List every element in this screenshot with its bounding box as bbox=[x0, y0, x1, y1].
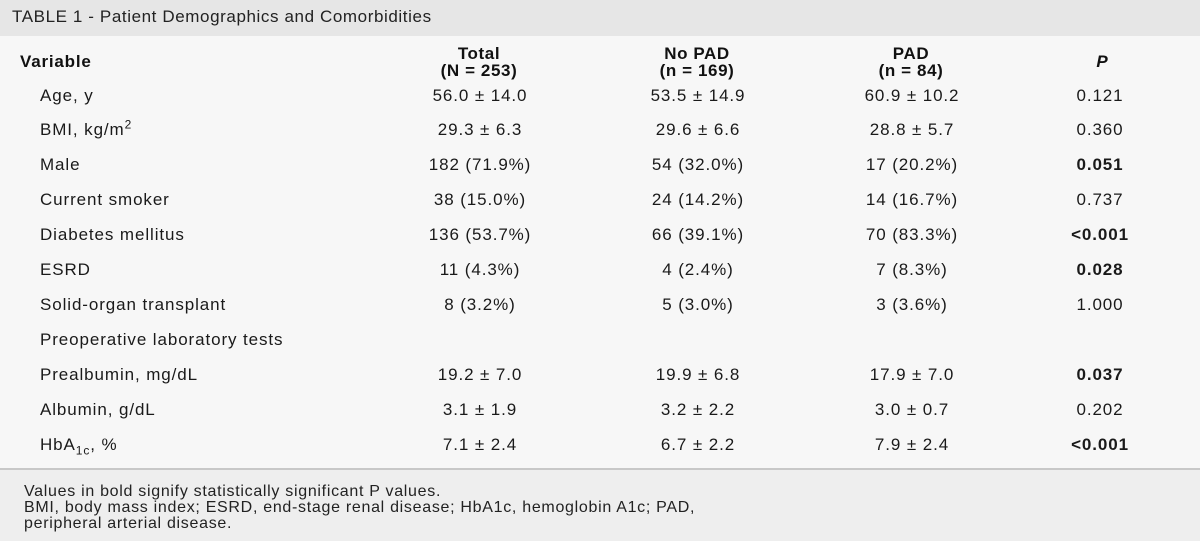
cell-variable: Solid-organ transplant bbox=[40, 295, 227, 314]
header-nopad-count: (n = 169) bbox=[659, 61, 735, 80]
cell-total: 19.2 ± 7.0 bbox=[437, 365, 523, 384]
cell-p-value: 0.051 bbox=[1076, 155, 1124, 174]
cell-variable: Age, y bbox=[40, 86, 94, 105]
cell-pad: 7 (8.3%) bbox=[876, 260, 948, 279]
header-p-value: P bbox=[1096, 52, 1108, 71]
cell-no-pad: 19.9 ± 6.8 bbox=[655, 365, 741, 384]
cell-variable: BMI, $kg/m^2$ bbox=[40, 117, 133, 139]
table-title: TABLE 1 - Patient Demographics and Comorbidities bbox=[12, 7, 432, 26]
cell-variable: Albumin, g/dL bbox=[40, 400, 156, 419]
table-row bbox=[0, 117, 1200, 155]
table-row bbox=[0, 225, 1200, 260]
footnote-line-1: Values in bold signify statistically significant P values. bbox=[24, 483, 442, 500]
header-nopad-label: No PAD bbox=[664, 44, 730, 63]
table-row bbox=[0, 365, 1200, 400]
cell-variable: Prealbumin, mg/dL bbox=[40, 365, 198, 384]
cell-total: 3.1 ± 1.9 bbox=[442, 400, 518, 419]
cell-variable: Diabetes mellitus bbox=[40, 225, 185, 244]
table-row bbox=[0, 435, 1200, 470]
cell-no-pad: 3.2 ± 2.2 bbox=[660, 400, 736, 419]
footnote-line-3: peripheral arterial disease. bbox=[24, 515, 233, 532]
cell-pad: 3 (3.6%) bbox=[876, 295, 948, 314]
cell-no-pad: 5 (3.0%) bbox=[662, 295, 734, 314]
table-row bbox=[0, 190, 1200, 225]
cell-p-value: 0.360 bbox=[1076, 120, 1124, 139]
footnote-line-2: BMI, body mass index; ESRD, end-stage renal disease; HbA1c, hemoglobin A1c; PAD, bbox=[24, 499, 696, 516]
cell-p-value: 0.028 bbox=[1076, 260, 1124, 279]
cell-p-value: 0.737 bbox=[1076, 190, 1124, 209]
cell-p-value: <0.001 bbox=[1071, 435, 1129, 454]
table-row bbox=[0, 260, 1200, 295]
header-total-label: Total bbox=[457, 44, 501, 63]
header-pad-label: PAD bbox=[892, 44, 930, 63]
cell-total: 182 (71.9%) bbox=[428, 155, 532, 174]
cell-total: 11 (4.3%) bbox=[439, 260, 521, 279]
header-pad-count: (n = 84) bbox=[878, 61, 944, 80]
cell-variable: Preoperative laboratory tests bbox=[40, 330, 284, 349]
table-row bbox=[0, 400, 1200, 435]
cell-pad: 14 (16.7%) bbox=[865, 190, 959, 209]
cell-no-pad: 66 (39.1%) bbox=[651, 225, 745, 244]
table-row bbox=[0, 86, 1200, 121]
cell-pad: 28.8 ± 5.7 bbox=[869, 120, 955, 139]
cell-p-value: <0.001 bbox=[1071, 225, 1129, 244]
cell-pad: 60.9 ± 10.2 bbox=[864, 86, 960, 105]
cell-total: 136 (53.7%) bbox=[428, 225, 532, 244]
header-nopad bbox=[597, 45, 797, 79]
cell-variable: Male bbox=[40, 155, 81, 174]
cell-pad: 70 (83.3%) bbox=[865, 225, 959, 244]
cell-no-pad: 29.6 ± 6.6 bbox=[655, 120, 741, 139]
cell-total: 56.0 ± 14.0 bbox=[432, 86, 528, 105]
cell-no-pad: 54 (32.0%) bbox=[651, 155, 745, 174]
table-row bbox=[0, 330, 1200, 365]
cell-pad: 17 (20.2%) bbox=[865, 155, 959, 174]
cell-variable: Current smoker bbox=[40, 190, 170, 209]
header-variable: Variable bbox=[20, 52, 92, 71]
cell-no-pad: 6.7 ± 2.2 bbox=[660, 435, 736, 454]
header-total-count: (N = 253) bbox=[440, 61, 518, 80]
table-row bbox=[0, 155, 1200, 190]
cell-pad: 7.9 ± 2.4 bbox=[874, 435, 950, 454]
cell-pad: 3.0 ± 0.7 bbox=[874, 400, 950, 419]
cell-p-value: 1.000 bbox=[1076, 295, 1124, 314]
cell-pad: 17.9 ± 7.0 bbox=[869, 365, 955, 384]
header-total bbox=[379, 45, 579, 79]
footnotes bbox=[0, 470, 1200, 541]
cell-p-value: 0.037 bbox=[1076, 365, 1124, 384]
cell-total: 7.1 ± 2.4 bbox=[442, 435, 518, 454]
cell-total: 8 (3.2%) bbox=[444, 295, 516, 314]
header-pad bbox=[811, 45, 1011, 79]
cell-variable: ESRD bbox=[40, 260, 91, 279]
cell-variable: HbA$_{1c}$, % bbox=[40, 435, 118, 458]
table-row bbox=[0, 295, 1200, 330]
cell-p-value: 0.202 bbox=[1076, 400, 1124, 419]
cell-no-pad: 4 (2.4%) bbox=[662, 260, 734, 279]
cell-total: 38 (15.0%) bbox=[433, 190, 527, 209]
cell-no-pad: 53.5 ± 14.9 bbox=[650, 86, 746, 105]
cell-p-value: 0.121 bbox=[1076, 86, 1124, 105]
title-bar bbox=[0, 0, 1200, 36]
cell-no-pad: 24 (14.2%) bbox=[651, 190, 745, 209]
cell-total: 29.3 ± 6.3 bbox=[437, 120, 523, 139]
